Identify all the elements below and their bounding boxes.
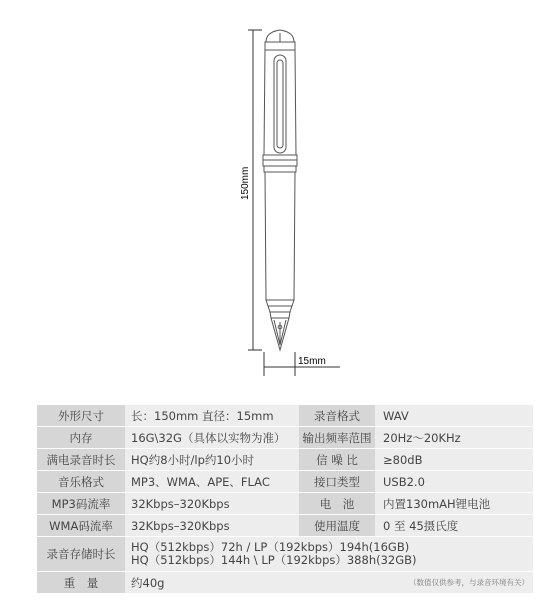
spec-value-2: ≥80dB [375,449,533,470]
width-dimension-label: 15mm [298,356,326,367]
spec-value-2: USB2.0 [375,471,533,492]
spec-label-2: 输出频率范围 [299,427,375,448]
spec-label-2: 使用温度 [299,515,375,536]
spec-value-2: WAV [375,405,533,426]
spec-value [125,537,533,571]
spec-label-2: 接口类型 [299,471,375,492]
storage-line-32gb: HQ（512kbps）144h \ LP（192kbps）388h(32GB) [131,553,417,567]
spec-label: MP3码流率 [37,493,125,514]
storage-line-16gb: HQ（512kbps）72h / LP（192kbps）194h(16GB) [131,540,410,554]
spec-value: 32Kbps–320Kbps [125,493,299,514]
spec-label: 录音存储时长 [37,537,125,571]
spec-label-2: 信 噪 比 [299,449,375,470]
spec-label: 音乐格式 [37,471,125,492]
spec-label: 满电录音时长 [37,449,125,470]
spec-label-2: 电 池 [299,493,375,514]
table-row [37,515,533,536]
pen-barrel [265,172,295,300]
pen-cap-body [264,50,296,155]
table-row [37,427,533,448]
spec-note: （数值仅供参考，与录音环境有关） [299,572,533,593]
table-row [37,449,533,470]
spec-value: 16G\32G（具体以实物为准） [125,427,299,448]
spec-value-2: 0 至 45摄氏度 [375,515,533,536]
spec-value: HQ约8小时/lp约10小时 [125,449,299,470]
spec-label: 内存 [37,427,125,448]
spec-value: 长：150mm 直径：15mm [125,405,299,426]
spec-value-2: 20Hz～20KHz [375,427,533,448]
spec-label-2: 录音格式 [299,405,375,426]
table-row [37,405,533,426]
spec-value: 32Kbps–320Kbps [125,515,299,536]
spec-table [37,404,533,594]
spec-label: WMA码流率 [37,515,125,536]
spec-label: 重 量 [37,572,125,593]
spec-value: MP3、WMA、APE、FLAC [125,471,299,492]
height-dimension-label: 150mm [240,166,251,200]
spec-value: 约40g [125,572,299,593]
pen-clip [274,55,286,153]
table-row [37,493,533,514]
spec-label: 外形尺寸 [37,405,125,426]
spec-value-2: 内置130mAH锂电池 [375,493,533,514]
table-row [37,471,533,492]
table-row [37,537,533,571]
table-row [37,572,533,593]
